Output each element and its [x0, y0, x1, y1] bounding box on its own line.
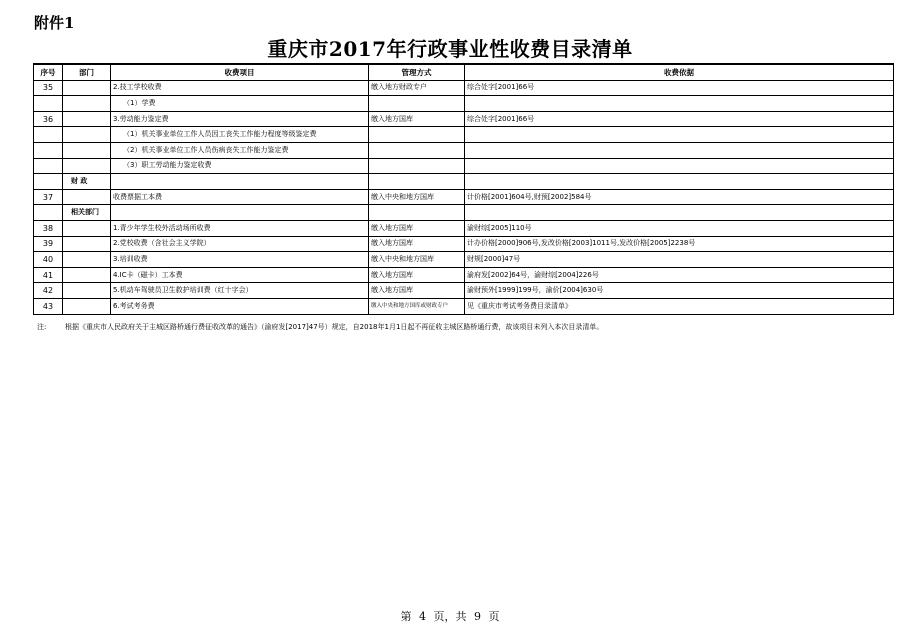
table-row	[34, 111, 894, 127]
section-row	[34, 174, 894, 190]
row-mode: 缴入地方财政专户	[369, 80, 465, 96]
footnote-text: 根据《重庆市人民政府关于主城区路桥通行费征收改革的通告》（渝府发[2017]47号）规定，自2018年1月1日起不再征收主城区路桥通行费，故该项目未列入本次目录清单。	[65, 323, 604, 331]
row-item: 3.培训收费	[111, 252, 369, 268]
page-total: 9	[474, 610, 481, 623]
row-item: 收费票据工本费	[111, 189, 369, 205]
header-basis: 收费依据	[465, 64, 894, 80]
row-dept	[63, 298, 111, 314]
row-dept	[63, 111, 111, 127]
page-title: 重庆市2017年行政事业性收费目录清单	[267, 37, 633, 61]
page-current: 4	[419, 610, 426, 623]
row-basis: 渝财综[2005]110号	[465, 220, 894, 236]
page-prefix: 第	[400, 610, 412, 623]
table-row	[34, 96, 894, 112]
row-item	[111, 174, 369, 190]
row-no: 37	[34, 189, 63, 205]
section-dept: 财 政	[63, 174, 111, 190]
row-item: （2）机关事业单位工作人员伤病丧失工作能力鉴定费	[111, 142, 369, 158]
row-item	[111, 205, 369, 221]
row-item: （1）机关事业单位工作人员因工丧失工作能力程度等级鉴定费	[111, 127, 369, 143]
row-no	[34, 127, 63, 143]
footnote-label: 注:	[37, 323, 47, 331]
row-no: 40	[34, 252, 63, 268]
row-dept	[63, 189, 111, 205]
page-suffix: 页	[488, 610, 500, 623]
row-dept	[63, 252, 111, 268]
attachment-label: 附件1	[34, 14, 75, 32]
row-item: 1.青少年学生校外活动场所收费	[111, 220, 369, 236]
row-dept	[63, 267, 111, 283]
row-mode: 缴入地方国库	[369, 283, 465, 299]
row-item: 5.机动车驾驶员卫生救护培训费（红十字会）	[111, 283, 369, 299]
row-no: 42	[34, 283, 63, 299]
row-basis: 渝财预外[1999]199号，渝价[2004]630号	[465, 283, 894, 299]
row-basis: 综合处字[2001]66号	[465, 80, 894, 96]
row-basis: 计价格[2001]604号,财预[2002]584号	[465, 189, 894, 205]
row-mode	[369, 96, 465, 112]
row-basis: 见《重庆市考试考务费目录清单》	[465, 298, 894, 314]
row-basis	[465, 142, 894, 158]
row-mode	[369, 174, 465, 190]
row-no: 38	[34, 220, 63, 236]
row-dept	[63, 220, 111, 236]
row-item: （1）学费	[111, 96, 369, 112]
table-row	[34, 283, 894, 299]
row-mode: 缴入地方国库	[369, 236, 465, 252]
row-dept	[63, 127, 111, 143]
row-mode: 缴入中央和地方国库或财政专户	[369, 298, 465, 314]
row-basis	[465, 205, 894, 221]
header-mode: 管理方式	[369, 64, 465, 80]
table-row	[34, 127, 894, 143]
row-no	[34, 205, 63, 221]
table-row	[34, 298, 894, 314]
row-dept	[63, 80, 111, 96]
row-no	[34, 174, 63, 190]
row-dept	[63, 236, 111, 252]
row-mode	[369, 127, 465, 143]
row-no	[34, 142, 63, 158]
table-row	[34, 220, 894, 236]
row-basis: 财规[2000]47号	[465, 252, 894, 268]
table-header-row	[34, 64, 894, 80]
row-dept	[63, 158, 111, 174]
table-row	[34, 158, 894, 174]
row-item: 3.劳动能力鉴定费	[111, 111, 369, 127]
row-dept	[63, 142, 111, 158]
row-basis: 计办价格[2000]906号,发改价格[2003]1011号,发改价格[2005]2238号	[465, 236, 894, 252]
row-no: 43	[34, 298, 63, 314]
row-no: 36	[34, 111, 63, 127]
row-basis: 综合处字[2001]66号	[465, 111, 894, 127]
row-basis: 渝府发[2002]64号，渝财综[2004]226号	[465, 267, 894, 283]
table-row	[34, 80, 894, 96]
header-no: 序号	[34, 64, 63, 80]
row-basis	[465, 127, 894, 143]
section-dept: 相关部门	[63, 205, 111, 221]
table-row	[34, 267, 894, 283]
row-mode: 缴入地方国库	[369, 111, 465, 127]
header-dept: 部门	[63, 64, 111, 80]
row-item: 2.技工学校收费	[111, 80, 369, 96]
row-no	[34, 96, 63, 112]
footnote	[37, 322, 887, 332]
table-row	[34, 236, 894, 252]
row-mode	[369, 142, 465, 158]
row-no	[34, 158, 63, 174]
page-footer	[0, 608, 900, 624]
row-dept	[63, 96, 111, 112]
row-no: 39	[34, 236, 63, 252]
table-row	[34, 189, 894, 205]
row-mode: 缴入中央和地方国库	[369, 252, 465, 268]
row-item: 6.考试考务费	[111, 298, 369, 314]
row-item: （3）职工劳动能力鉴定收费	[111, 158, 369, 174]
row-no: 41	[34, 267, 63, 283]
row-basis	[465, 174, 894, 190]
row-no: 35	[34, 80, 63, 96]
row-mode: 缴入地方国库	[369, 220, 465, 236]
section-row	[34, 205, 894, 221]
row-basis	[465, 96, 894, 112]
row-basis	[465, 158, 894, 174]
row-mode: 缴入中央和地方国库	[369, 189, 465, 205]
table-row	[34, 252, 894, 268]
fee-catalog-table	[33, 63, 894, 315]
table-row	[34, 142, 894, 158]
row-item: 2.党校收费（含社会主义学院）	[111, 236, 369, 252]
page-mid: 页，共	[433, 610, 467, 623]
row-item: 4.IC卡（磁卡）工本费	[111, 267, 369, 283]
header-item: 收费项目	[111, 64, 369, 80]
row-mode	[369, 205, 465, 221]
row-dept	[63, 283, 111, 299]
row-mode: 缴入地方国库	[369, 267, 465, 283]
row-mode	[369, 158, 465, 174]
